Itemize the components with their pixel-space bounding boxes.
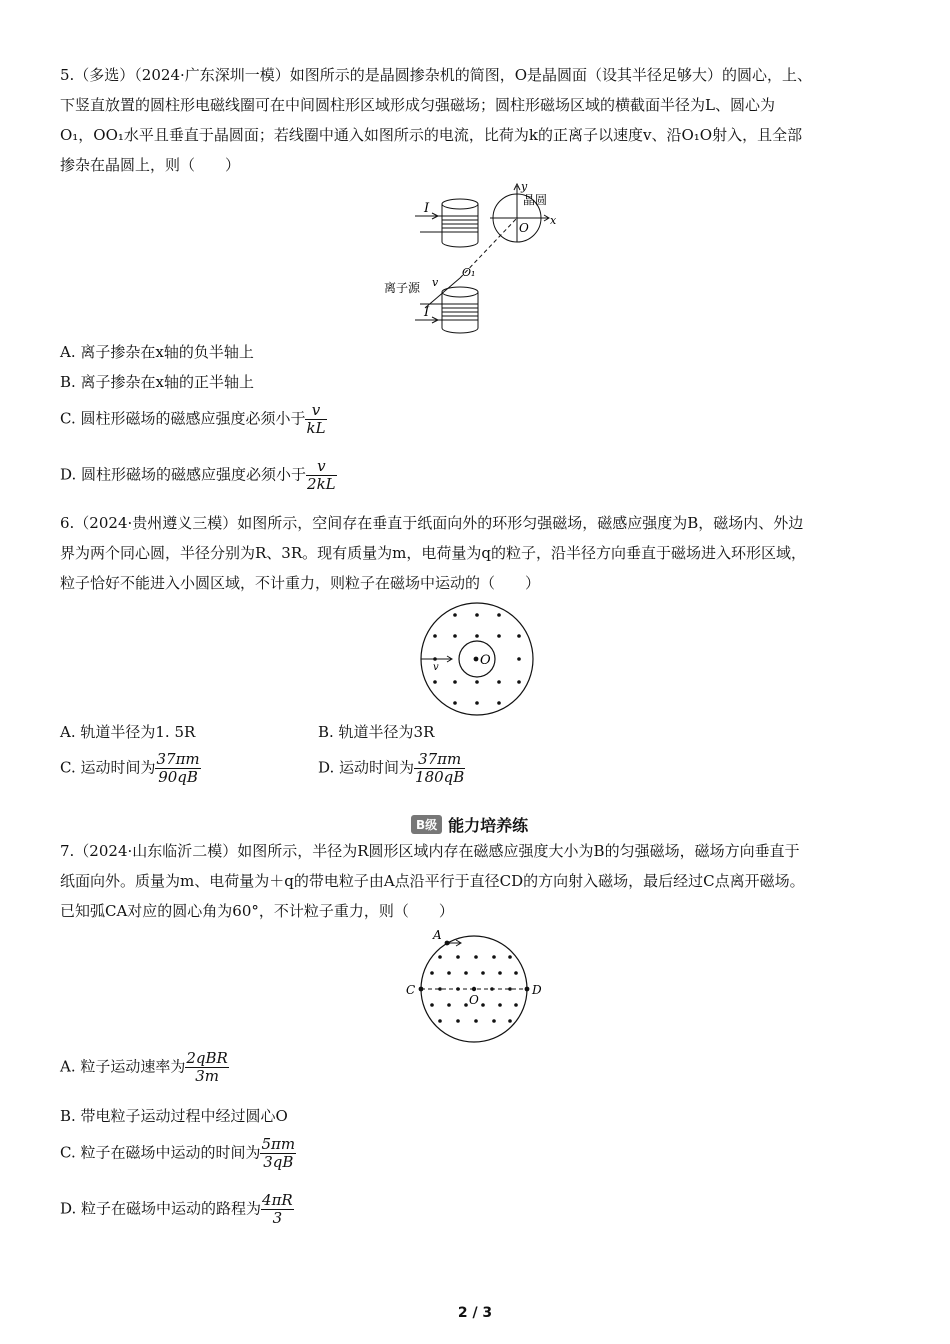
q5-stem-line4: 掺杂在晶圆上，则（ ） (60, 156, 241, 174)
q5-label-y-axis: y (521, 180, 528, 193)
q5-option-c (60, 402, 327, 437)
q6-stem-line2: 界为两个同心圆，半径分别为R、3R。现有质量为m，电荷量为q的粒子，沿半径方向垂直于磁场进入环形区域， (60, 544, 806, 562)
q5-label-O: O (519, 221, 529, 235)
q5-option-a: A. 离子掺杂在x轴的负半轴上 (60, 343, 254, 361)
q7-option-c (60, 1136, 296, 1171)
q6-option-c (60, 751, 201, 786)
q7-option-a-text: A. 粒子运动速率为 (60, 1057, 186, 1076)
q7-option-b: B. 带电粒子运动过程中经过圆心O (60, 1107, 288, 1125)
q6-option-d-den: 180qB (415, 768, 465, 786)
q7-label-O: O (469, 993, 479, 1007)
q6-option-a: A. 轨道半径为1. 5R (60, 723, 196, 741)
q7-option-d-text: D. 粒子在磁场中运动的路程为 (60, 1199, 262, 1218)
q6-figure-ring-field (415, 600, 539, 718)
q7-option-d-fraction (261, 1192, 294, 1227)
q6-option-d (318, 751, 465, 786)
section-header (411, 813, 528, 836)
q7-option-d-den: 3 (272, 1209, 283, 1227)
section-level-badge: B级 (411, 815, 442, 834)
q6-option-d-fraction (414, 751, 465, 786)
q5-label-v: v (432, 276, 439, 289)
q5-option-b: B. 离子掺杂在x轴的正半轴上 (60, 373, 255, 391)
q6-option-d-num: 37πm (414, 751, 465, 769)
q5-stem-line1: 5.（多选）（2024·广东深圳一模）如图所示的是晶圆掺杂机的简图，O是晶圆面（设其半径足够大）的圆心，上、 (60, 66, 813, 84)
q6-stem-line3: 粒子恰好不能进入小圆区域，不计重力，则粒子在磁场中运动的（ ） (60, 574, 541, 592)
q5-label-ion-source: 离子源 (384, 281, 421, 295)
q5-option-d-text: D. 圆柱形磁场的磁感应强度必须小于 (60, 465, 307, 484)
q7-option-c-den: 3qB (263, 1153, 294, 1171)
page-number: 2 / 3 (457, 1305, 493, 1321)
q6-option-d-text: D. 运动时间为 (318, 758, 415, 777)
q5-option-d-fraction (306, 458, 337, 493)
q5-label-current-top: I (424, 201, 430, 216)
q5-label-current-bottom: I (424, 305, 430, 320)
q5-option-c-text: C. 圆柱形磁场的磁感应强度必须小于 (60, 409, 306, 428)
q5-option-d (60, 458, 337, 493)
q7-figure-circular-field (402, 928, 552, 1044)
q5-option-c-num: v (305, 402, 326, 420)
q7-option-c-fraction (260, 1136, 296, 1171)
q7-stem-line3: 已知弧CA对应的圆心角为60°，不计粒子重力，则（ ） (60, 902, 454, 920)
q5-option-d-num: v (306, 458, 337, 476)
q5-option-c-den: kL (306, 419, 326, 437)
q5-label-O1: O₁ (462, 266, 476, 279)
q6-stem-line1: 6.（2024·贵州遵义三模）如图所示，空间存在垂直于纸面向外的环形匀强磁场，磁感应强度为B，磁场内、外边 (60, 514, 804, 532)
q6-option-b: B. 轨道半径为3R (318, 723, 435, 741)
q7-option-a-num: 2qBR (186, 1049, 228, 1067)
q7-label-D: D (532, 983, 542, 997)
q7-option-a (60, 1050, 229, 1085)
q7-option-a-fraction (185, 1050, 228, 1085)
q5-label-wafer: 晶圆 (523, 193, 548, 207)
q7-label-A: A (433, 928, 442, 942)
q7-option-d (60, 1192, 294, 1227)
q7-option-c-num: 5πm (261, 1135, 296, 1153)
q7-option-d-num: 4πR (262, 1191, 293, 1209)
q6-option-c-fraction (155, 751, 200, 786)
q7-label-C: C (406, 983, 416, 997)
q5-stem-line2: 下竖直放置的圆柱形电磁线圈可在中间圆柱形区域形成匀强磁场；圆柱形磁场区域的横截面半径为L、圆心为 (60, 96, 775, 114)
q6-label-O: O (480, 653, 491, 668)
q6-option-c-num: 37πm (156, 750, 200, 768)
q5-figure-wafer-doping (380, 180, 580, 335)
q5-label-x-axis: x (550, 214, 557, 227)
q7-option-a-den: 3m (195, 1067, 219, 1085)
q5-option-c-fraction (305, 402, 326, 437)
q6-option-c-den: 90qB (158, 768, 198, 786)
q7-stem-line2: 纸面向外。质量为m、电荷量为＋q的带电粒子由A点沿平行于直径CD的方向射入磁场，最后经过C点离开磁场。 (60, 872, 805, 890)
q6-label-v: v (433, 662, 439, 673)
q6-option-c-text: C. 运动时间为 (60, 758, 156, 777)
q5-option-d-den: 2kL (307, 475, 336, 493)
q7-stem-line1: 7.（2024·山东临沂二模）如图所示，半径为R圆形区域内存在磁感应强度大小为B的匀强磁场，磁场方向垂直于 (60, 842, 800, 860)
section-title: 能力培养练 (448, 816, 529, 835)
q5-stem-line3: O₁，OO₁水平且垂直于晶圆面；若线圈中通入如图所示的电流，比荷为k的正离子以速度v、沿O₁O射入，且全部 (60, 126, 803, 144)
q7-option-c-text: C. 粒子在磁场中运动的时间为 (60, 1143, 261, 1162)
